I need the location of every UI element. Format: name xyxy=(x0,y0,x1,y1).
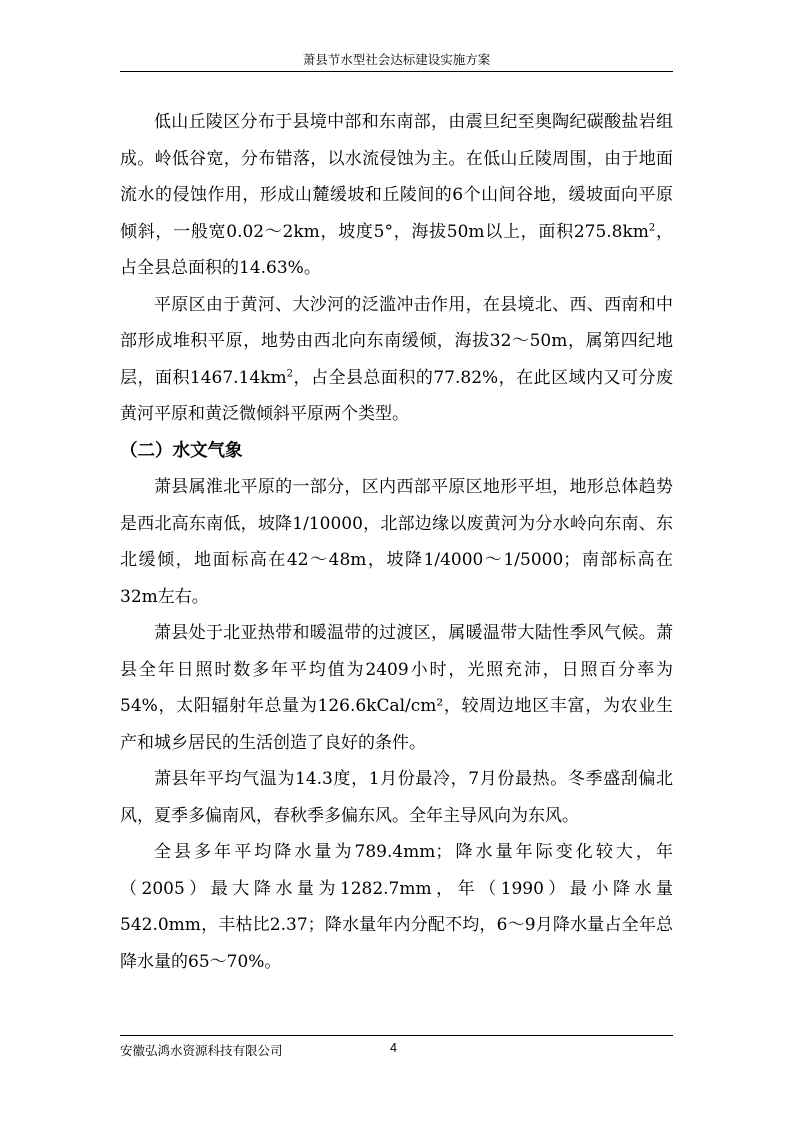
footer-company: 安徽弘鸿水资源科技有限公司 xyxy=(120,1043,283,1058)
page-number: 4 xyxy=(390,1041,397,1055)
paragraph-hills-tail: ，占全县总面积的14.63%。 xyxy=(120,221,674,278)
paragraph-hills-text: 低山丘陵区分布于县境中部和东南部，由震旦纪至奥陶纪碳酸盐岩组成。岭低谷宽，分布错落，以水流侵蚀为主。在低山丘陵周围，由于地面流水的侵蚀作用，形成山麓缓坡和丘陵间的6个山间谷地，缓坡面向平原倾斜，一般宽0.02～2km，坡度5°，海拔50m以上，面积275.8km xyxy=(120,112,673,242)
paragraph-temperature: 萧县年平均气温为14.3度，1月份最冷，7月份最热。冬季盛刮偏北风，夏季多偏南风，春秋季多偏东风。全年主导风向为东风。 xyxy=(120,769,673,826)
section-heading-hydrology: （二）水文气象 xyxy=(120,440,243,461)
page-header-title: 萧县节水型社会达标建设实施方案 xyxy=(302,52,491,67)
paragraph-terrain: 萧县属淮北平原的一部分，区内西部平原区地形平坦，地形总体趋势是西北高东南低，坡降1/10000，北部边缘以废黄河为分水岭向东南、东北缓倾，地面标高在42～48m，坡降1/4000～1/5000；南部标高在32m左右。 xyxy=(120,477,673,607)
superscript-2: 2 xyxy=(286,367,294,379)
paragraph-plains-text: 平原区由于黄河、大沙河的泛滥冲击作用，在县境北、西、西南和中部形成堆积平原，地势由西北向东南缓倾，海拔32～50m，属第四纪地层，面积1467.14km xyxy=(120,294,673,388)
paragraph-climate: 萧县处于北亚热带和暖温带的过渡区，属暖温带大陆性季风气候。萧县全年日照时数多年平均值为2409小时，光照充沛，日照百分率为54%，太阳辐射年总量为126.6kCal/cm²，较周边地区丰富，为农业生产和城乡居民的生活创造了良好的条件。 xyxy=(120,623,673,753)
footer-divider xyxy=(120,1035,673,1036)
paragraph-plains-tail: ，占全县总面积的77.82%，在此区域内又可分废黄河平原和黄泛微倾斜平原两个类型。 xyxy=(120,367,673,424)
superscript-2: 2 xyxy=(648,221,656,233)
paragraph-precipitation: 全县多年平均降水量为789.4mm；降水量年际变化较大，年（2005）最大降水量为1282.7mm，年（1990）最小降水量542.0mm，丰枯比2.37；降水量年内分配不均，6～9月降水量占全年总降水量的65～70%。 xyxy=(120,842,673,972)
paragraph-plains xyxy=(120,287,673,433)
header-divider xyxy=(120,71,673,72)
document-body xyxy=(120,104,673,980)
paragraph-hills xyxy=(120,104,673,287)
